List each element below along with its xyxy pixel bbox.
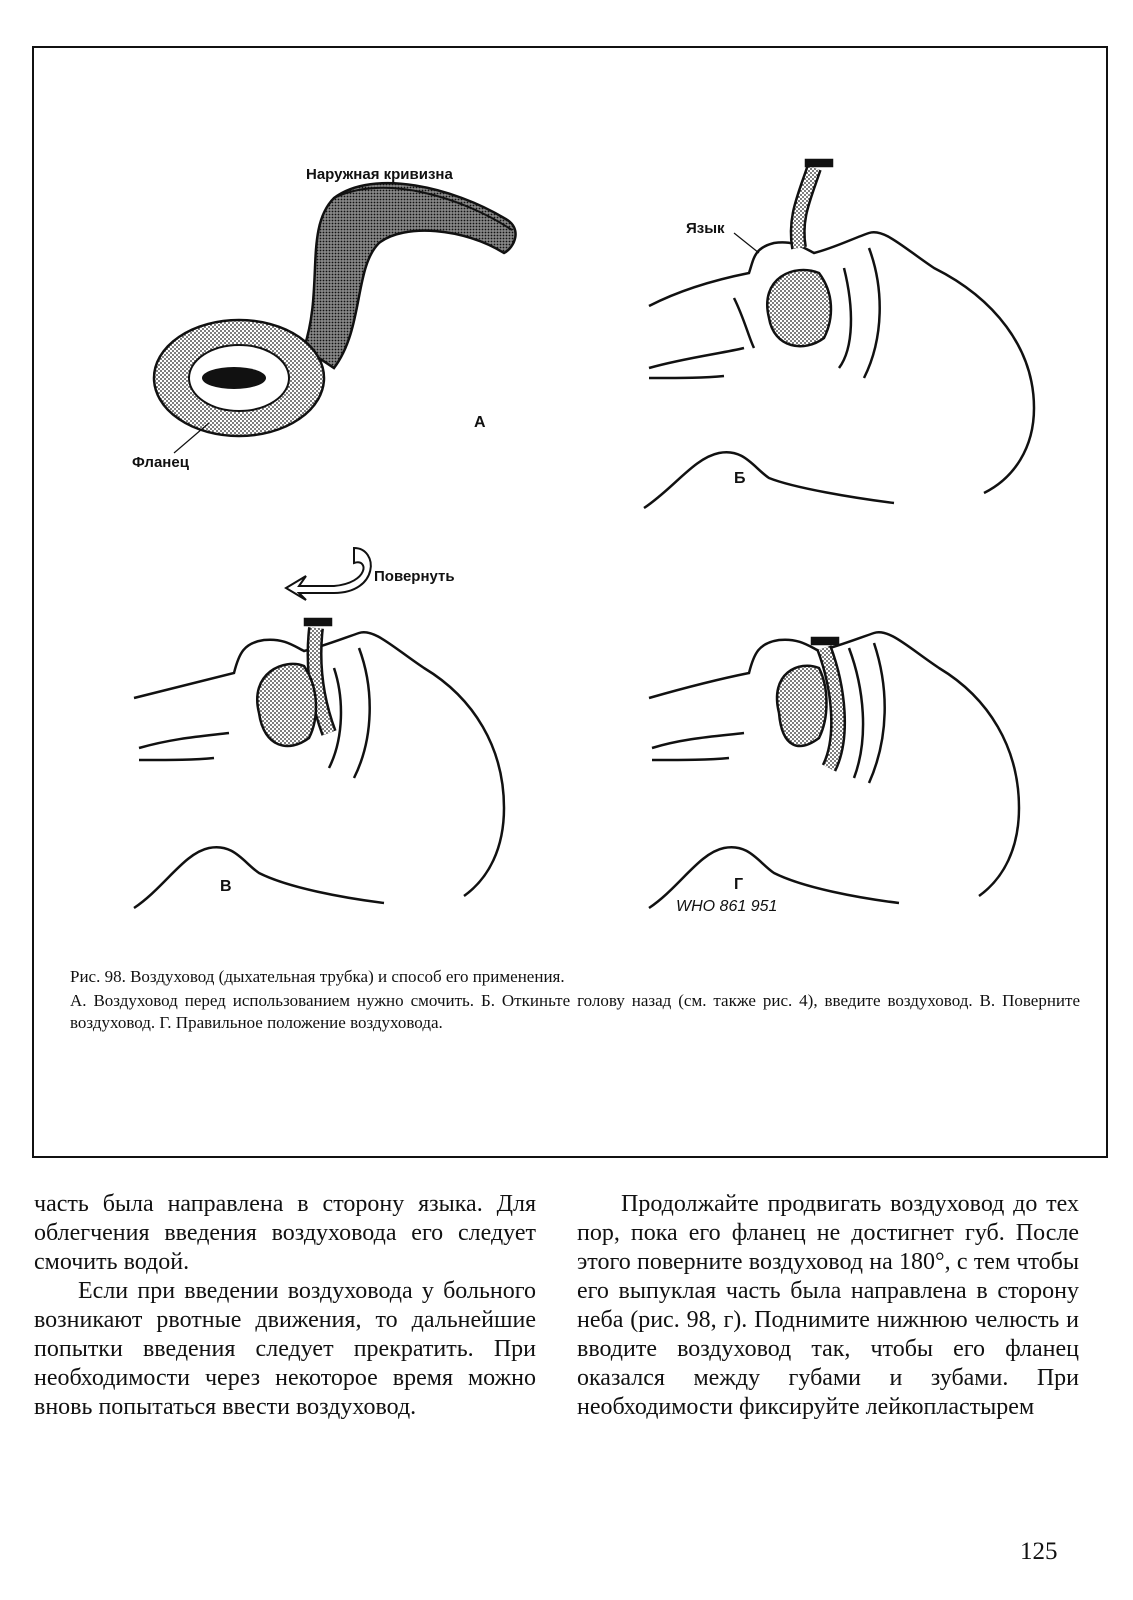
- panel-a-airway: [154, 183, 516, 453]
- airway-illustration: [34, 48, 1106, 918]
- label-tongue: Язык: [686, 220, 725, 237]
- panel-letter-a: А: [474, 414, 486, 431]
- caption-title: Рис. 98. Воздуховод (дыхательная трубка) и способ его применения.: [70, 967, 565, 986]
- panel-b-head: [644, 160, 1034, 508]
- text-column-right: [577, 1190, 1079, 1422]
- paragraph: Продолжайте продвигать воздуховод до тех пор, пока его фланец не достигнет губ. После этого поверните воздуховод на 180°, с тем чтобы его выпуклая часть была направлена в сторону неба (рис. 98, г). Поднимите нижнюю челюсть и вводите воздуховод так, чтобы его фланец оказался между губами и зубами. При необходимости фиксируйте лейкопластырем: [577, 1191, 1079, 1420]
- paragraph: Если при введении воздуховода у больного возникают рвотные движения, то дальнейшие попытки введения следует прекратить. При необходимости через некоторое время можно вновь попытаться ввести воздуховод.: [34, 1278, 536, 1420]
- label-flange: Фланец: [132, 454, 189, 471]
- paragraph: часть была направлена в сторону языка. Для облегчения введения воздуховода его следует смочить водой.: [34, 1191, 536, 1275]
- label-outer-curvature: Наружная кривизна: [306, 166, 453, 183]
- who-credit: WHO 861 951: [676, 898, 778, 915]
- page-number: 125: [1020, 1538, 1058, 1565]
- panel-letter-b: Б: [734, 470, 746, 487]
- figure-frame: [32, 46, 1108, 1158]
- text-column-left: [34, 1190, 536, 1422]
- label-rotate: Повернуть: [374, 568, 455, 585]
- panel-v-head: [134, 548, 504, 908]
- panel-letter-g: Г: [734, 876, 744, 893]
- figure-caption: [70, 966, 1080, 1034]
- panel-letter-v: В: [220, 878, 232, 895]
- caption-body: А. Воздуховод перед использованием нужно смочить. Б. Откиньте голову назад (см. также рис. 4), введите воздуховод. В. Поверните воздуховод. Г. Правильное положение воздуховода.: [70, 991, 1080, 1032]
- panel-g-head: [649, 632, 1019, 908]
